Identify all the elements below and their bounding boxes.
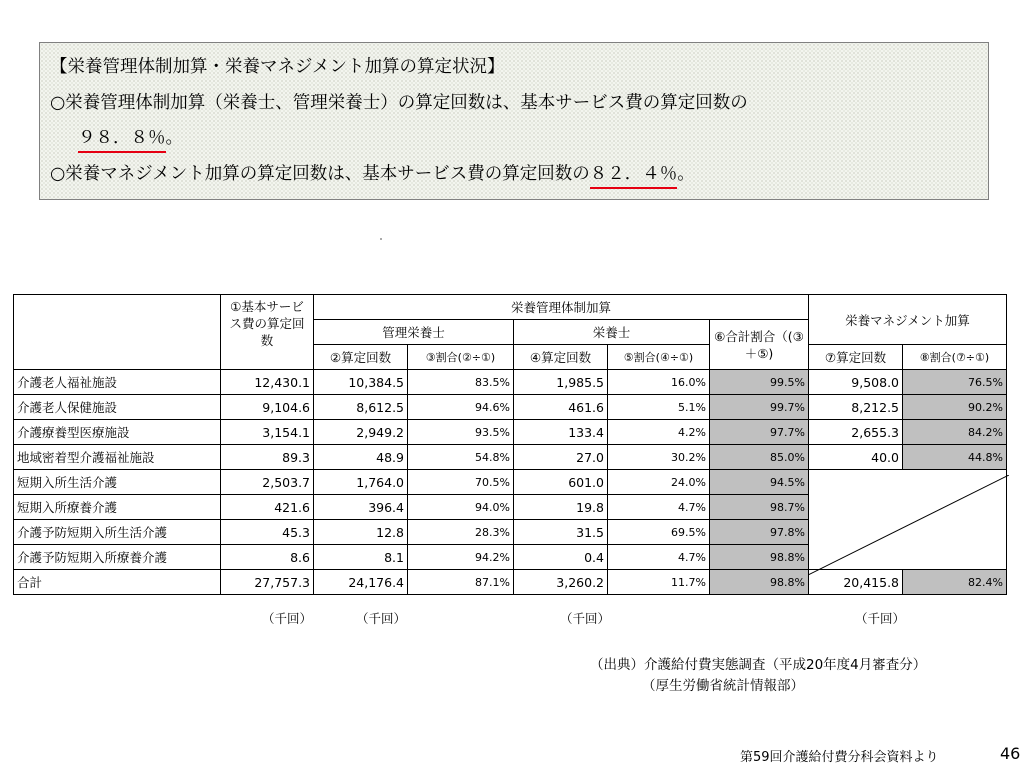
header-col5: ⑤割合(④÷①): [608, 345, 710, 370]
cell-total-ratio: 85.0%: [710, 445, 809, 470]
cell-kanri-ratio: 93.5%: [408, 420, 514, 445]
cell-kanri-count: 48.9: [314, 445, 408, 470]
cell-eiyoshi-count: 19.8: [514, 495, 608, 520]
summary-line-taisei: ○栄養管理体制加算（栄養士、管理栄養士）の算定回数は、基本サービス費の算定回数の: [50, 93, 748, 113]
cell-eiyoshi-ratio: 16.0%: [608, 370, 710, 395]
cell-eiyoshi-ratio: 69.5%: [608, 520, 710, 545]
cell-total-ratio: 98.8%: [710, 570, 809, 595]
cell-mgmt-count: 8,212.5: [809, 395, 903, 420]
cell-base-count: 9,104.6: [221, 395, 314, 420]
unit-label-base: （千回）: [262, 611, 313, 626]
taisei-ratio-value: ９８．８％: [78, 128, 166, 153]
cell-mgmt-ratio: 44.8%: [903, 445, 1007, 470]
row-label: 介護療養型医療施設: [14, 420, 221, 445]
cell-mgmt-count: 20,415.8: [809, 570, 903, 595]
summary-line-management: ○栄養マネジメント加算の算定回数は、基本サービス費の算定回数の８２．４％。: [50, 162, 695, 186]
page-number: 46: [1000, 744, 1021, 763]
table-row: [14, 445, 1007, 470]
cell-eiyoshi-count: 31.5: [514, 520, 608, 545]
cell-kanri-ratio: 94.0%: [408, 495, 514, 520]
cell-mgmt-ratio: 82.4%: [903, 570, 1007, 595]
header-nutrition-system: 栄養管理体制加算: [314, 295, 809, 320]
row-label: 短期入所療養介護: [14, 495, 221, 520]
management-ratio-value: ８２．４％: [590, 164, 678, 189]
cell-mgmt-ratio: 84.2%: [903, 420, 1007, 445]
row-label: 合計: [14, 570, 221, 595]
source-note: [590, 655, 926, 697]
row-label: 短期入所生活介護: [14, 470, 221, 495]
row-label: 介護老人保健施設: [14, 395, 221, 420]
cell-kanri-ratio: 83.5%: [408, 370, 514, 395]
cell-eiyoshi-count: 1,985.5: [514, 370, 608, 395]
cell-mgmt-count: 9,508.0: [809, 370, 903, 395]
header-blank: [14, 295, 221, 370]
summary-box: [39, 42, 989, 200]
cell-total-ratio: 97.7%: [710, 420, 809, 445]
header-col8: ⑧割合(⑦÷①): [903, 345, 1007, 370]
cell-kanri-ratio: 94.2%: [408, 545, 514, 570]
table-row: [14, 370, 1007, 395]
row-label: 介護予防短期入所生活介護: [14, 520, 221, 545]
cell-mgmt-count: 40.0: [809, 445, 903, 470]
row-label: 地域密着型介護福祉施設: [14, 445, 221, 470]
summary-title: 【栄養管理体制加算・栄養マネジメント加算の算定状況】: [50, 57, 505, 77]
footer-caption: 第59回介護給付費分科会資料より: [740, 750, 939, 765]
cell-base-count: 89.3: [221, 445, 314, 470]
cell-total-ratio: 94.5%: [710, 470, 809, 495]
cell-eiyoshi-count: 601.0: [514, 470, 608, 495]
row-label: 介護予防短期入所療養介護: [14, 545, 221, 570]
source-line-2: （厚生労働省統計情報部）: [642, 678, 804, 694]
cell-total-ratio: 97.8%: [710, 520, 809, 545]
cell-kanri-count: 10,384.5: [314, 370, 408, 395]
cell-base-count: 27,757.3: [221, 570, 314, 595]
cell-eiyoshi-count: 0.4: [514, 545, 608, 570]
cell-kanri-count: 1,764.0: [314, 470, 408, 495]
cell-base-count: 3,154.1: [221, 420, 314, 445]
cell-eiyoshi-ratio: 4.7%: [608, 545, 710, 570]
cell-base-count: 45.3: [221, 520, 314, 545]
unit-label-eiyoshi: （千回）: [560, 611, 611, 626]
cell-kanri-ratio: 70.5%: [408, 470, 514, 495]
diagonal-line: [808, 475, 1009, 575]
summary-line-taisei-value: ９８．８％。: [78, 126, 183, 150]
cell-base-count: 12,430.1: [221, 370, 314, 395]
header-kanri-eiyoshi: 管理栄養士: [314, 320, 514, 345]
cell-mgmt-ratio: 76.5%: [903, 370, 1007, 395]
cell-eiyoshi-ratio: 4.2%: [608, 420, 710, 445]
header-col7: ⑦算定回数: [809, 345, 903, 370]
row-label: 介護老人福祉施設: [14, 370, 221, 395]
cell-eiyoshi-ratio: 11.7%: [608, 570, 710, 595]
cell-total-ratio: 99.5%: [710, 370, 809, 395]
header-col2: ②算定回数: [314, 345, 408, 370]
table-row: [14, 420, 1007, 445]
cell-kanri-count: 8.1: [314, 545, 408, 570]
cell-kanri-count: 24,176.4: [314, 570, 408, 595]
cell-mgmt-ratio: 90.2%: [903, 395, 1007, 420]
cell-kanri-count: 2,949.2: [314, 420, 408, 445]
cell-total-ratio: 98.7%: [710, 495, 809, 520]
header-col3: ③割合(②÷①): [408, 345, 514, 370]
header-eiyoshi: 栄養士: [514, 320, 710, 345]
unit-label-mgmt: （千回）: [855, 611, 906, 626]
header-nutrition-management: 栄養マネジメント加算: [809, 295, 1007, 345]
cell-base-count: 2,503.7: [221, 470, 314, 495]
cell-eiyoshi-ratio: 5.1%: [608, 395, 710, 420]
unit-label-kanri: （千回）: [356, 611, 407, 626]
cell-kanri-ratio: 54.8%: [408, 445, 514, 470]
cell-eiyoshi-ratio: 30.2%: [608, 445, 710, 470]
header-total-ratio: ⑥合計割合（(③＋⑤): [710, 320, 809, 370]
cell-eiyoshi-count: 461.6: [514, 395, 608, 420]
cell-kanri-count: 12.8: [314, 520, 408, 545]
cell-base-count: 421.6: [221, 495, 314, 520]
cell-mgmt-count: 2,655.3: [809, 420, 903, 445]
table-row: [14, 395, 1007, 420]
cell-base-count: 8.6: [221, 545, 314, 570]
cell-eiyoshi-ratio: 4.7%: [608, 495, 710, 520]
cell-kanri-ratio: 87.1%: [408, 570, 514, 595]
header-base-service: ①基本サービス費の算定回数: [221, 295, 314, 370]
cell-kanri-ratio: 28.3%: [408, 520, 514, 545]
header-col4: ④算定回数: [514, 345, 608, 370]
cell-kanri-count: 8,612.5: [314, 395, 408, 420]
cell-kanri-ratio: 94.6%: [408, 395, 514, 420]
cell-eiyoshi-count: 133.4: [514, 420, 608, 445]
cell-total-ratio: 98.8%: [710, 545, 809, 570]
stray-dot: [380, 238, 382, 240]
cell-total-ratio: 99.7%: [710, 395, 809, 420]
cell-eiyoshi-ratio: 24.0%: [608, 470, 710, 495]
source-line-1: （出典）介護給付費実態調査（平成20年度4月審査分）: [590, 657, 927, 673]
cell-eiyoshi-count: 27.0: [514, 445, 608, 470]
cell-eiyoshi-count: 3,260.2: [514, 570, 608, 595]
cell-kanri-count: 396.4: [314, 495, 408, 520]
